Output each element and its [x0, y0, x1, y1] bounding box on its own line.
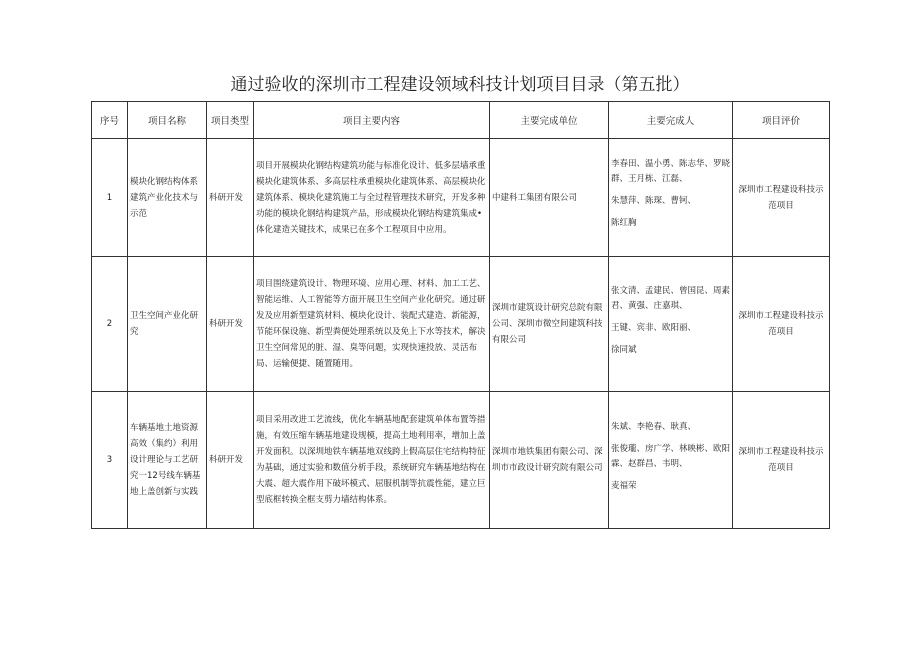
row-number: 2	[92, 257, 128, 392]
table-row	[92, 257, 830, 392]
header-num: 序号	[92, 102, 128, 139]
project-evaluation: 深圳市工程建设科技示范项目	[733, 139, 830, 257]
project-type: 科研开发	[207, 392, 254, 529]
people-line: 麦福荣	[611, 480, 637, 491]
project-table	[91, 101, 830, 529]
project-name: 卫生空间产业化研究	[128, 257, 207, 392]
header-name: 项目名称	[128, 102, 207, 139]
people-line: 李春田、温小勇、陈志华、罗晓群、王月栋、江磊、	[611, 159, 731, 184]
project-people	[609, 392, 733, 529]
project-units: 深圳市地铁集团有限公司、深圳市市政设计研究院有限公司	[490, 392, 609, 529]
project-evaluation: 深圳市工程建设科技示范项目	[733, 392, 830, 529]
table-header-row	[92, 102, 830, 139]
people-line: 朱慧萍、陈琛、曹钶、	[611, 196, 697, 206]
project-type: 科研开发	[207, 139, 254, 257]
page-title: 通过验收的深圳市工程建设领域科技计划项目目录（第五批）	[230, 75, 690, 95]
project-content: 项目开展模块化钢结构建筑功能与标准化设计、低多层墙承重模块化建筑体系、多高层柱承重模块化建筑体系、高层模块化建筑体系、模块化建筑施工与全过程管理技术研究，开发多种功能的模块化钢结构建筑产品，形成模块化钢结构建筑集成•体化建造关键技术，成果已在多个工程项目中应用。	[254, 139, 490, 257]
people-line: 张文清、孟建民、曾国昆、周素君、黄强、庄嘉琪、	[611, 285, 731, 311]
project-units: 中建科工集团有限公司	[490, 139, 609, 257]
people-line: 陈红胸	[611, 218, 637, 228]
header-content: 项目主要内容	[254, 102, 490, 139]
project-people	[609, 139, 733, 257]
header-units: 主要完成单位	[490, 102, 609, 139]
table-row	[92, 392, 830, 529]
project-name: 车辆基地土地资源高效（集约）利用设计理论与工艺研究一12号线车辆基地上盖创新与实践	[128, 392, 207, 529]
project-people	[609, 257, 733, 392]
project-units: 深圳市建筑设计研究总院有限公司、深圳市微空间建筑科技有限公司	[490, 257, 609, 392]
header-people: 主要完成人	[609, 102, 733, 139]
project-evaluation: 深圳市工程建设科技示范项目	[733, 257, 830, 392]
row-number: 1	[92, 139, 128, 257]
people-line: 朱斌、李艳春、耿真、	[611, 421, 697, 432]
project-content: 项目采用改进工艺流线，优化车辆基地配套建筑单体布置等措施，有效压缩车辆基地建设规模，提高土地利用率，增加上盖开发面积。以深圳地铁车辆基地双线跨上假高层住宅结构特征为基础，通过实验和数值分析手段，系统研究车辆基地结构在大震、超大震作用下破坏模式、屈服机制等抗震性能，建立巨型底框转换全框支剪力墙结构体系。	[254, 392, 490, 529]
project-name: 模块化钢结构体系建筑产业化技术与示范	[128, 139, 207, 257]
table-row	[92, 139, 830, 257]
people-line: 张俊瓏、房广学、林映彬、欧阳霖、赵群昌、韦明、	[611, 443, 731, 469]
project-type: 科研开发	[207, 257, 254, 392]
header-evaluation: 项目评价	[733, 102, 830, 139]
project-content: 项目围绕建筑设计、物理环境、应用心理、材料、加工工艺、智能运维、人工智能等方面开展卫生空间产业化研究。通过研发及应用新型建筑材料、模块化设计、装配式建造、新能源，节能环保设施、新型粪便处理系统以及免上下水等技术，解决卫生空间常见的脏、湿、臭等问题，实现快速投放、灵活布局、运输便捷、随置随用。	[254, 257, 490, 392]
people-line: 王键、宾非、欧阳丽、	[611, 322, 697, 333]
row-number: 3	[92, 392, 128, 529]
header-type: 项目类型	[207, 102, 254, 139]
people-line: 徐同斌	[611, 344, 637, 355]
